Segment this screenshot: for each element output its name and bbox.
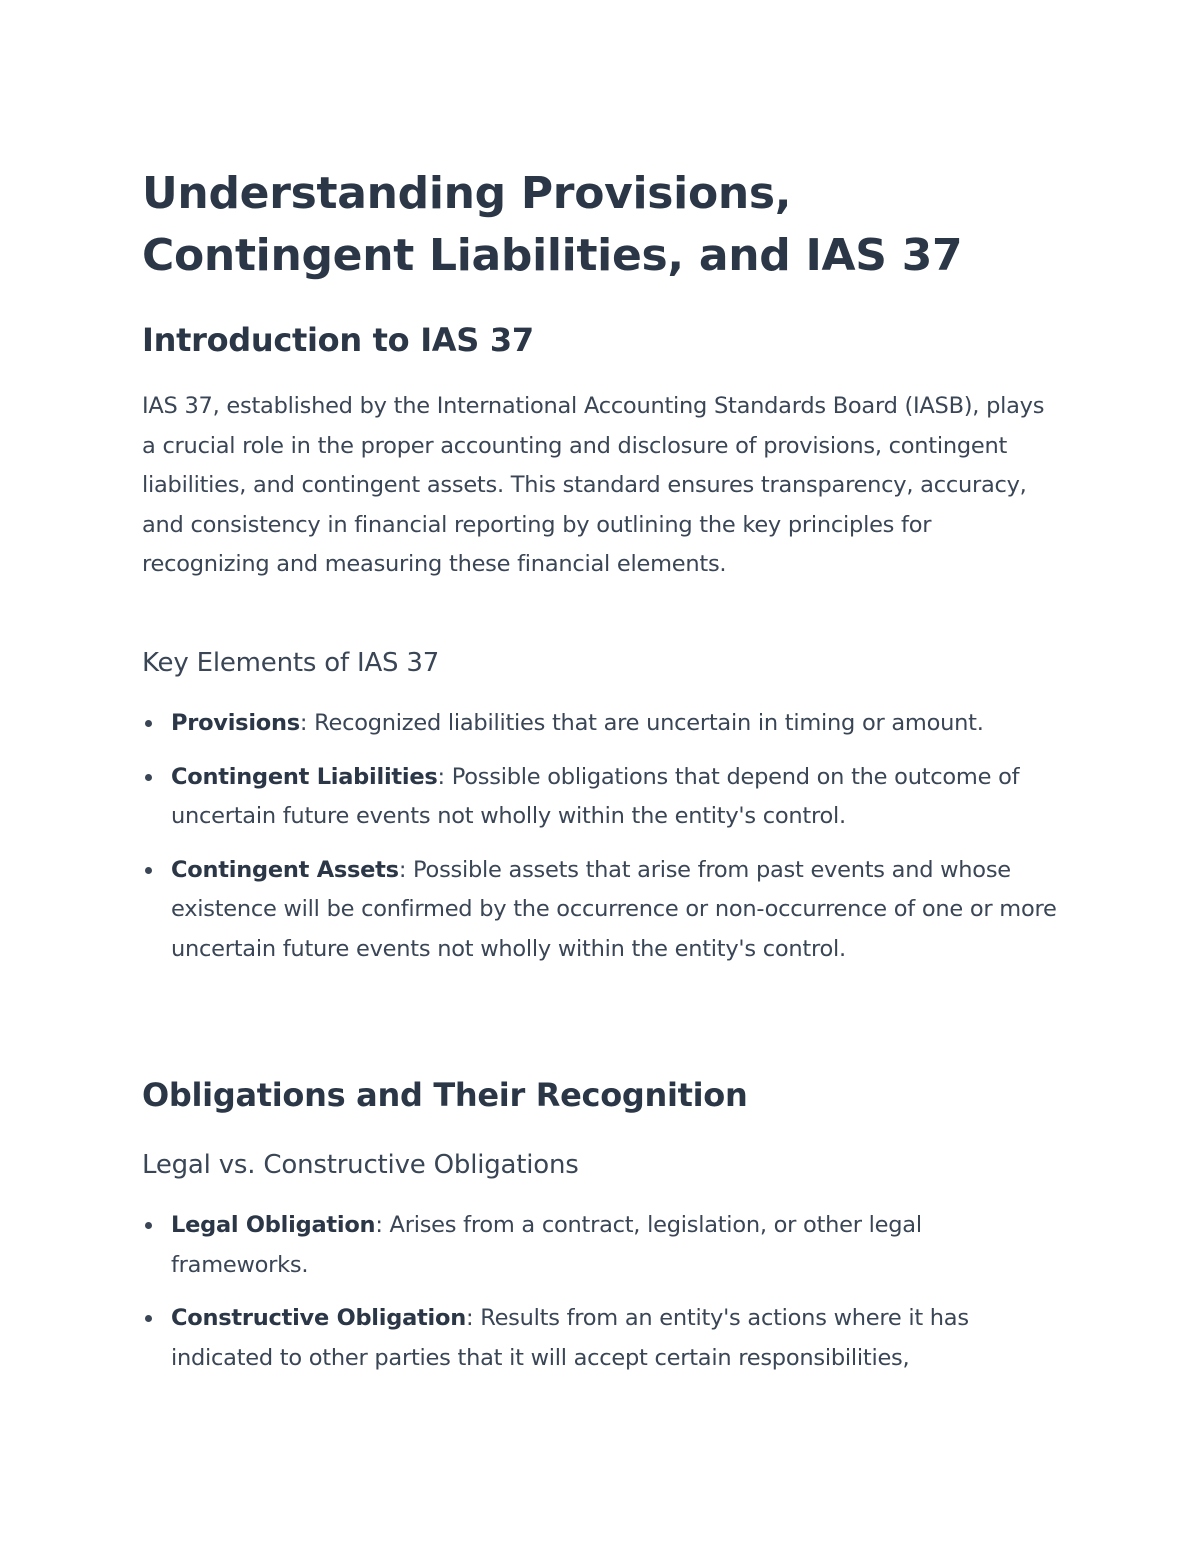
subheading-key-elements: Key Elements of IAS 37 [142,648,440,678]
list-item [142,1299,1062,1378]
list-item [142,851,1062,970]
bullet-icon [145,774,152,781]
section-heading-obligations: Obligations and Their Recognition [142,1076,748,1114]
list-item [142,704,1062,744]
list-item-term: Contingent Assets [171,856,399,883]
obligations-list [142,1206,1062,1392]
intro-paragraph: IAS 37, established by the International Accounting Standards Board (IASB), plays a crucial role in the proper accounting and disclosure of provisions, contingent liabilities, and contingent assets. This standard ensures transparency, accuracy, and consistency in financial reporting by outlining the key principles for recognizing and measuring these financial elements. [142,393,1045,577]
subheading-legal-vs-constructive: Legal vs. Constructive Obligations [142,1150,579,1180]
list-item-term: Legal Obligation [171,1212,376,1238]
bullet-icon [145,1315,152,1322]
list-item [142,758,1062,837]
bullet-icon [145,720,152,727]
list-item-text: : Recognized liabilities that are uncertain in timing or amount. [299,710,984,736]
list-item-term: Constructive Obligation [171,1305,466,1331]
bullet-icon [145,1222,152,1229]
list-item-term: Contingent Liabilities [171,763,438,790]
document-title: Understanding Provisions, Contingent Liabilities, and IAS 37 [142,168,963,281]
list-item-term: Provisions [171,710,300,736]
list-item-text: : Results from an entity's actions where it has indicated to other parties that it will accept certain responsibilities, [171,1305,969,1371]
list-item [142,1206,1062,1285]
key-elements-list [142,704,1062,983]
list-item-text: : Possible obligations that depend on the outcome of uncertain future events not wholly within the entity's control. [171,763,1020,829]
list-item-text: : Arises from a contract, legislation, or other legal frameworks. [171,1212,922,1278]
list-item-text: : Possible assets that arise from past events and whose existence will be confirmed by the occurrence or non-occurrence of one or more uncertain future events not wholly within the entity's control. [171,856,1057,962]
bullet-icon [145,867,152,874]
section-heading-introduction: Introduction to IAS 37 [142,321,534,359]
